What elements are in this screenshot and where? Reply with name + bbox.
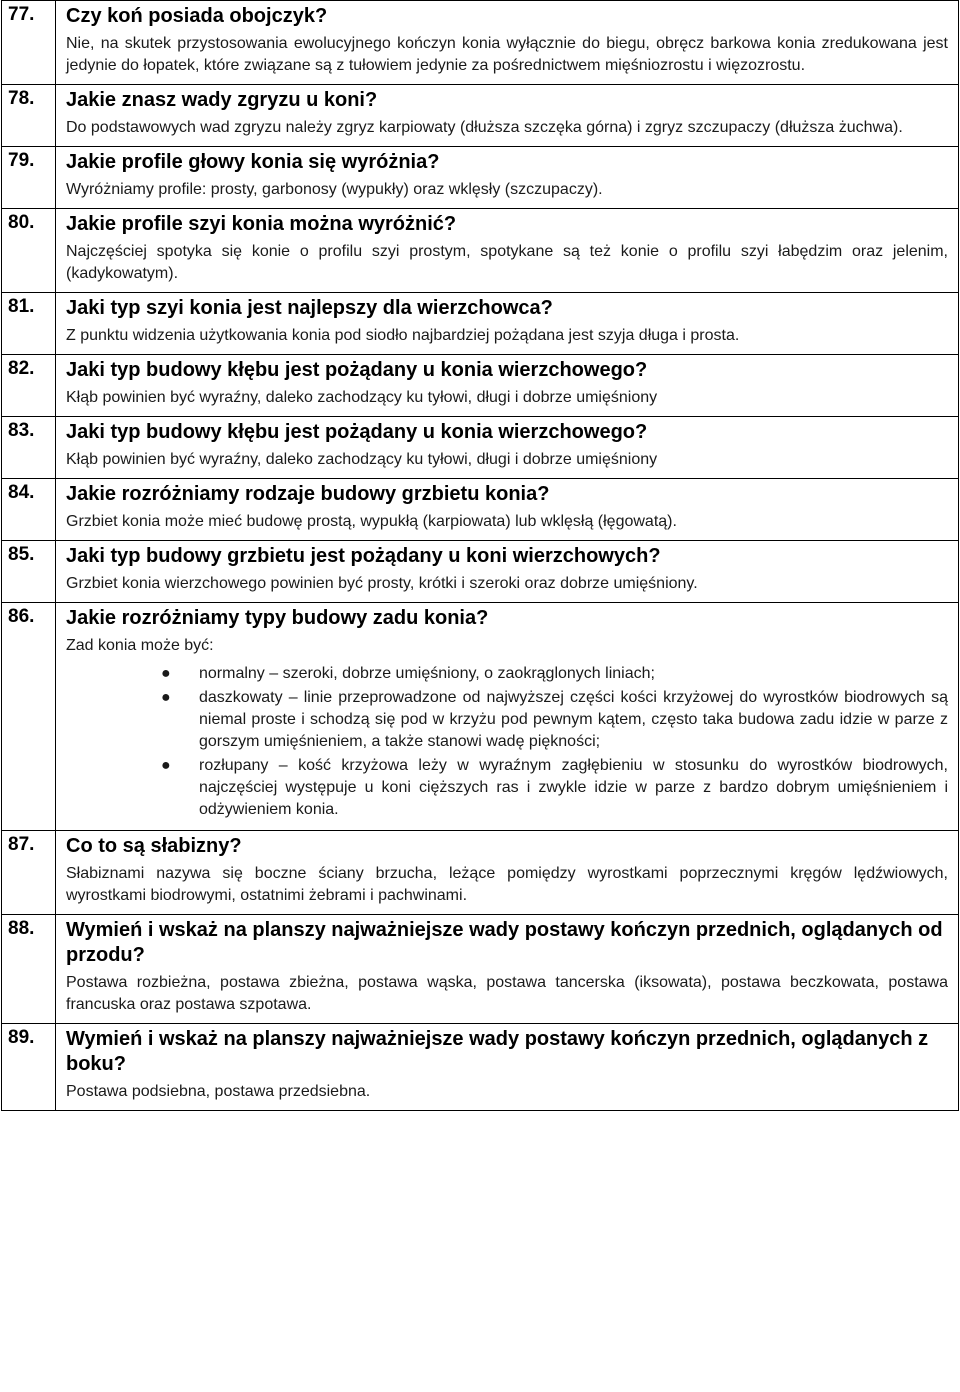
question-text: Jakie profile szyi konia można wyróżnić?	[66, 213, 457, 235]
bullet-dash: –	[264, 665, 283, 682]
answer-text: Do podstawowych wad zgryzu należy zgryz karpiowaty (dłuższa szczęka górna) i zgryz szczupaczy (dłuższa żuchwa).	[66, 119, 903, 136]
question-number: 89.	[2, 1024, 56, 1111]
question-number: 88.	[2, 915, 56, 1024]
question-text: Jakie znasz wady zgryzu u koni?	[66, 89, 378, 111]
qa-row-89	[2, 1024, 959, 1111]
bullet-term: normalny	[199, 665, 265, 682]
answer-text: Słabiznami nazywa się boczne ściany brzucha, leżące pomiędzy wyrostkami poprzecznymi kręgów lędźwiowych, wyrostkami biodrowymi, ostatnimi żebrami i pachwinami.	[66, 865, 948, 904]
question-text: Co to są słabizny?	[66, 835, 242, 857]
qa-row-78	[2, 85, 959, 147]
list-item	[161, 755, 948, 821]
bullet-list	[66, 663, 948, 821]
question-number: 86.	[2, 603, 56, 831]
list-item	[161, 687, 948, 753]
bullet-term: rozłupany	[199, 757, 269, 774]
question-number: 84.	[2, 479, 56, 541]
answer-text: Najczęściej spotyka się konie o profilu szyi prostym, spotykane są też konie o profilu szyi łabędzim oraz jelenim, (kadykowatym).	[66, 243, 948, 282]
answer-text: Z punktu widzenia użytkowania konia pod siodło najbardziej pożądana jest szyja długa i prosta.	[66, 327, 740, 344]
answer-text: Wyróżniamy profile: prosty, garbonosy (wypukły) oraz wklęsły (szczupaczy).	[66, 181, 603, 198]
answer-text: Postawa podsiebna, postawa przedsiebna.	[66, 1083, 371, 1100]
bullet-text: linie przeprowadzone od najwyższej części kości krzyżowej do wyrostków biodrowych są niemal proste i schodzą się pod w krzyżu pod pewnym kątem, często taka budowa zadu idzie w parze z gorszym umięśnieniem, a także stanowi wadę piękności;	[199, 689, 948, 750]
question-text: Jakie profile głowy konia się wyróżnia?	[66, 151, 440, 173]
list-item	[161, 663, 948, 685]
answer-text: Grzbiet konia może mieć budowę prostą, wypukłą (karpiowata) lub wklęsłą (łęgowatą).	[66, 513, 677, 530]
qa-row-79	[2, 147, 959, 209]
answer-text: Zad konia może być:	[66, 637, 214, 654]
qa-row-77	[2, 1, 959, 85]
qa-row-84	[2, 479, 959, 541]
bullet-term: daszkowaty	[199, 689, 283, 706]
question-text: Jaki typ budowy kłębu jest pożądany u konia wierzchowego?	[66, 421, 648, 443]
question-number: 79.	[2, 147, 56, 209]
question-number: 77.	[2, 1, 56, 85]
question-number: 80.	[2, 209, 56, 293]
qa-row-85	[2, 541, 959, 603]
bullet-icon: ●	[161, 689, 171, 706]
qa-table	[1, 0, 959, 1111]
bullet-dash: –	[282, 689, 304, 706]
question-text: Jakie rozróżniamy rodzaje budowy grzbietu konia?	[66, 483, 550, 505]
question-number: 83.	[2, 417, 56, 479]
question-text: Jaki typ budowy grzbietu jest pożądany u koni wierzchowych?	[66, 545, 661, 567]
bullet-text: szeroki, dobrze umięśniony, o zaokrąglonych liniach;	[282, 665, 655, 682]
question-number: 81.	[2, 293, 56, 355]
qa-row-86	[2, 603, 959, 831]
answer-text: Kłąb powinien być wyraźny, daleko zachodzący ku tyłowi, długi i dobrze umięśniony	[66, 451, 658, 468]
bullet-dash: –	[268, 757, 299, 774]
question-text: Wymień i wskaż na planszy najważniejsze wady postawy kończyn przednich, oglądanych z boku?	[66, 1028, 929, 1075]
qa-row-81	[2, 293, 959, 355]
question-number: 85.	[2, 541, 56, 603]
bullet-icon: ●	[161, 665, 171, 682]
question-number: 78.	[2, 85, 56, 147]
answer-text: Nie, na skutek przystosowania ewolucyjnego kończyn konia wyłącznie do biegu, obręcz barkowa konia zredukowana jest jedynie do łopatek, które związane są z tułowiem jedynie za pośrednictwem mięśniozrostu i więzozrostu.	[66, 35, 948, 74]
question-text: Jaki typ budowy kłębu jest pożądany u konia wierzchowego?	[66, 359, 648, 381]
qa-row-80	[2, 209, 959, 293]
question-text: Czy koń posiada obojczyk?	[66, 5, 328, 27]
bullet-icon: ●	[161, 757, 171, 774]
qa-row-83	[2, 417, 959, 479]
bullet-text: kość krzyżowa leży w wyraźnym zagłębieniu w stosunku do wyrostków biodrowych, najczęściej występuje u koni cięższych ras i zwykle idzie w parze z bardzo dobrym umięśnieniem i odżywieniem konia.	[199, 757, 948, 818]
question-text: Jaki typ szyi konia jest najlepszy dla wierzchowca?	[66, 297, 553, 319]
answer-text: Grzbiet konia wierzchowego powinien być prosty, krótki i szeroki oraz dobrze umięśniony.	[66, 575, 698, 592]
qa-row-88	[2, 915, 959, 1024]
answer-text: Kłąb powinien być wyraźny, daleko zachodzący ku tyłowi, długi i dobrze umięśniony	[66, 389, 658, 406]
qa-row-87	[2, 831, 959, 915]
question-number: 82.	[2, 355, 56, 417]
question-number: 87.	[2, 831, 56, 915]
qa-row-82	[2, 355, 959, 417]
question-text: Wymień i wskaż na planszy najważniejsze wady postawy kończyn przednich, oglądanych od przodu?	[66, 919, 943, 966]
question-text: Jakie rozróżniamy typy budowy zadu konia?	[66, 607, 489, 629]
answer-text: Postawa rozbieżna, postawa zbieżna, postawa wąska, postawa tancerska (iksowata), postawa beczkowata, postawa francuska oraz postawa szpotawa.	[66, 974, 948, 1013]
